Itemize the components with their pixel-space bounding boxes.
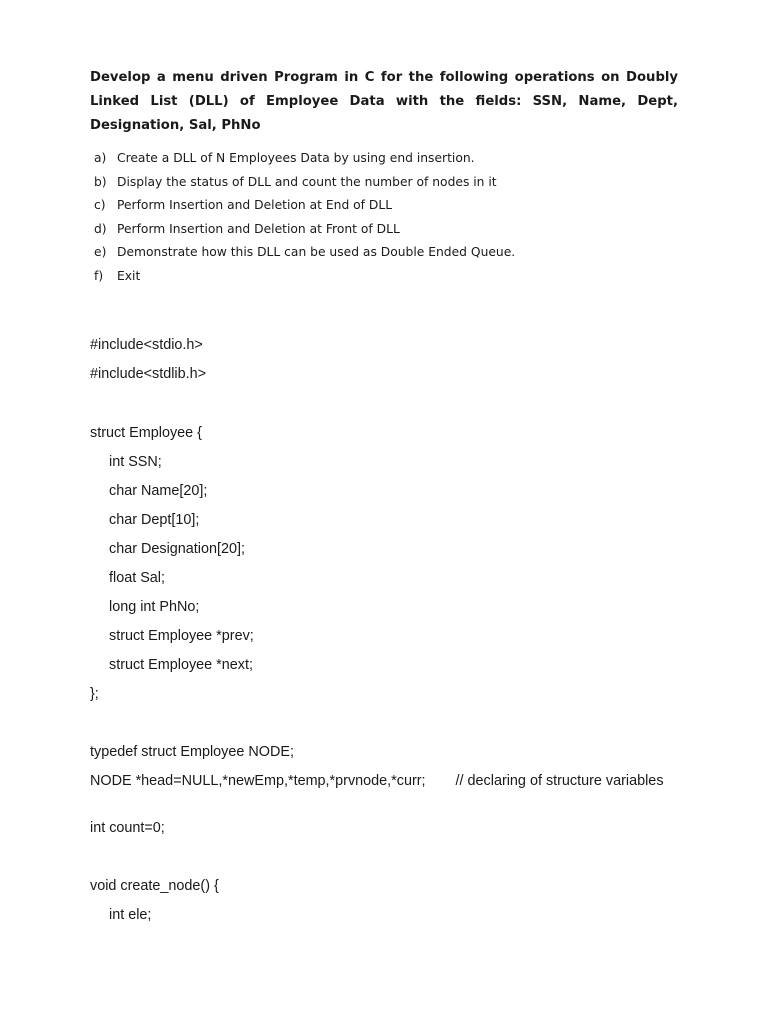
menu-item-text: Perform Insertion and Deletion at End of DLL [117,198,393,213]
menu-item-end-ops [94,195,515,219]
menu-item-text: Create a DLL of N Employees Data by using end insertion. [117,151,475,165]
code-node-declaration-text: NODE *head=NULL,*newEmp,*temp,*prvnode,*curr; [90,773,426,789]
menu-item-display [94,172,515,196]
code-count-declaration: int count=0; [90,820,165,836]
code-int-ele: int ele; [109,907,152,923]
operations-menu-list [94,148,515,290]
menu-item-marker: b) [94,174,107,189]
problem-statement-heading: Develop a menu driven Program in C for the following operations on Doubly Linked List (DLL) of Employee Data with the fields: SSN, Name, Dept, Designation, Sal, PhNo [90,70,678,133]
code-include-stdlib: #include<stdlib.h> [90,366,207,382]
menu-item-deque [94,242,515,266]
code-field-designation: char Designation[20]; [109,541,245,557]
code-struct-close: }; [90,686,99,702]
code-field-sal: float Sal; [109,570,165,586]
code-field-dept: char Dept[10]; [109,512,200,528]
code-field-ssn: int SSN; [109,454,162,470]
code-node-declaration [90,772,680,790]
code-field-phno: long int PhNo; [109,599,200,615]
code-create-node-open: void create_node() { [90,878,219,894]
code-struct-open: struct Employee { [90,425,202,441]
menu-item-create [94,148,515,172]
code-node-declaration-comment: // declaring of structure variables [455,773,664,789]
menu-item-text: Exit [117,268,141,283]
code-field-next: struct Employee *next; [109,657,253,673]
menu-item-marker: e) [94,245,107,260]
code-field-prev: struct Employee *prev; [109,628,254,644]
code-include-stdio: #include<stdio.h> [90,337,203,353]
menu-item-front-ops [94,219,515,243]
menu-item-marker: f) [94,268,104,283]
menu-item-marker: d) [94,221,107,236]
menu-item-marker: c) [94,198,106,213]
menu-item-exit [94,266,515,290]
menu-item-text: Demonstrate how this DLL can be used as Double Ended Queue. [117,245,516,260]
menu-item-marker: a) [94,151,107,165]
menu-item-text: Display the status of DLL and count the number of nodes in it [117,174,497,189]
menu-item-text: Perform Insertion and Deletion at Front of DLL [117,221,400,236]
code-field-name: char Name[20]; [109,483,208,499]
code-typedef: typedef struct Employee NODE; [90,744,294,760]
